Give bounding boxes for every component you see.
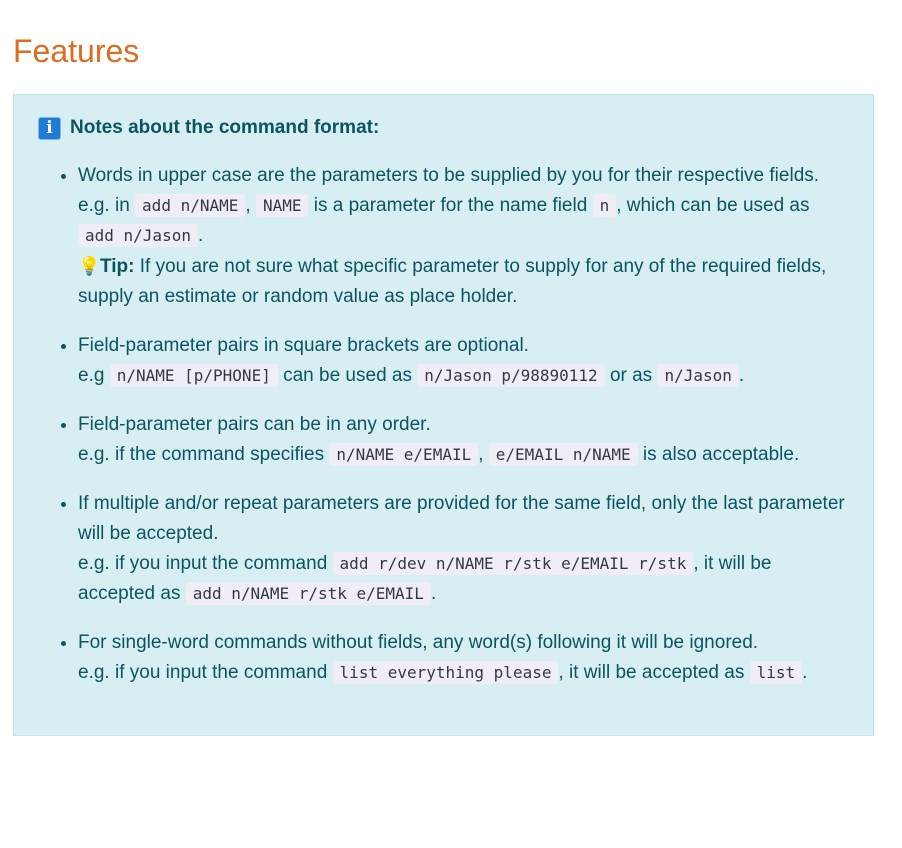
list-item: • If multiple and/or repeat parameters are provided for the same field, only the last parameter will be accepted. e.g. if you input the command add r/dev n/NAME r/stk e/EMAIL r/stk , it will be accepted as add n/NAME r/stk e/EMAIL . <box>78 489 849 609</box>
tip-label: Tip: <box>100 256 135 277</box>
code-snippet: add r/dev n/NAME r/stk e/EMAIL r/stk <box>333 552 694 575</box>
info-icon: i <box>38 117 61 140</box>
code-snippet: list <box>750 661 803 684</box>
code-snippet: e/EMAIL n/NAME <box>489 443 638 466</box>
code-snippet: n/NAME e/EMAIL <box>329 443 478 466</box>
notes-box <box>13 94 874 736</box>
code-snippet: add n/NAME <box>135 194 245 217</box>
code-snippet: n/Jason p/98890112 <box>417 364 604 387</box>
list-item: • Field-parameter pairs in square brackets are optional. e.g n/NAME [p/PHONE] can be used as n/Jason p/98890112 or as n/Jason . <box>78 331 849 391</box>
list-item: • For single-word commands without fields, any word(s) following it will be ignored. e.g. if you input the command list everything please , it will be accepted as list . <box>78 628 849 688</box>
code-snippet: n <box>593 194 617 217</box>
page-title: Features <box>13 33 140 69</box>
code-snippet: n/Jason <box>657 364 738 387</box>
code-snippet: list everything please <box>333 661 559 684</box>
code-snippet: NAME <box>256 194 309 217</box>
code-snippet: add n/Jason <box>78 224 198 247</box>
list-item: • Field-parameter pairs can be in any order. e.g. if the command specifies n/NAME e/EMAIL , e/EMAIL n/NAME is also acceptable. <box>78 410 849 470</box>
code-snippet: add n/NAME r/stk e/EMAIL <box>186 582 431 605</box>
notes-header <box>38 113 849 143</box>
notes-title: Notes about the command format: <box>70 117 380 138</box>
lightbulb-icon: 💡 <box>78 256 101 276</box>
code-snippet: n/NAME [p/PHONE] <box>110 364 278 387</box>
list-item: • Words in upper case are the parameters to be supplied by you for their respective fields. e.g. in add n/NAME , NAME is a parameter for the name field n , which can be used as add n/Jason . 💡Tip: If you are not sure what specific parameter to supply for any of the required fields, supply an estimate or random value as place holder. <box>78 161 849 312</box>
tip-text: If you are not sure what specific parameter to supply for any of the required fields, supply an estimate or random value as place holder. <box>78 256 827 307</box>
notes-list <box>38 161 849 688</box>
